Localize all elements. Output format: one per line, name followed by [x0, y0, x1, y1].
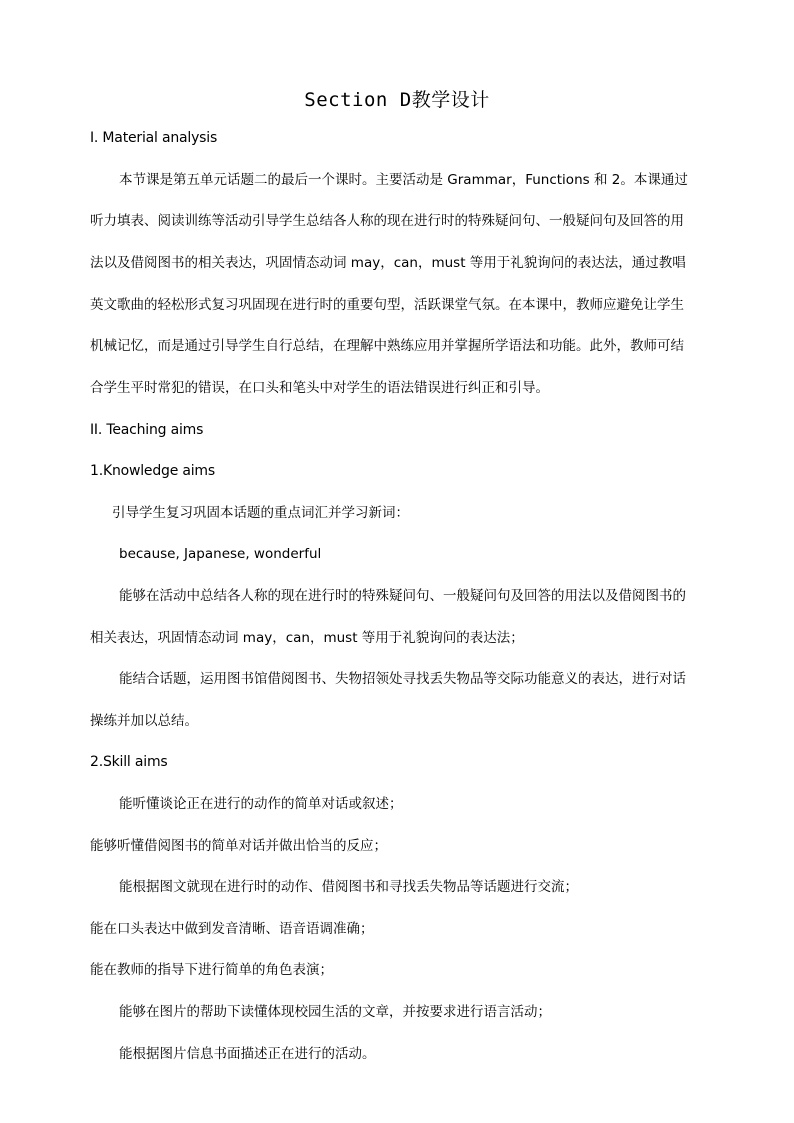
- vocabulary-line: because, Japanese, wonderful: [119, 546, 322, 562]
- paragraph-line: 能听懂谈论正在进行的动作的简单对话或叙述；: [119, 796, 403, 812]
- paragraph-line: 能根据图文就现在进行时的动作、借阅图书和寻找丢失物品等话题进行交流；: [119, 879, 578, 895]
- page-title: Section D教学设计: [304, 89, 490, 111]
- paragraph-line: 合学生平时常犯的错误，在口头和笔头中对学生的语法错误进行纠正和引导。: [90, 380, 549, 396]
- paragraph-line: 相关表达，巩固情态动词 may，can，must 等用于礼貌询问的表达法；: [90, 630, 524, 646]
- paragraph-line: 法以及借阅图书的相关表达，巩固情态动词 may，can，must 等用于礼貌询问的表达法，通过教唱: [90, 255, 686, 271]
- section-heading-material-analysis: I. Material analysis: [90, 130, 218, 146]
- paragraph-line: 能根据图片信息书面描述正在进行的活动。: [119, 1046, 376, 1062]
- paragraph-line: 能够听懂借阅图书的简单对话并做出恰当的反应；: [90, 838, 387, 854]
- paragraph-line: 能在口头表达中做到发音清晰、语音语调准确；: [90, 921, 374, 937]
- paragraph-line: 能结合话题，运用图书馆借阅图书、失物招领处寻找丢失物品等交际功能意义的表达，进行对话: [119, 671, 686, 687]
- subheading-knowledge-aims: 1.Knowledge aims: [90, 463, 215, 479]
- paragraph-line: 引导学生复习巩固本话题的重点词汇并学习新词：: [112, 505, 409, 521]
- paragraph-line: 能够在活动中总结各人称的现在进行时的特殊疑问句、一般疑问句及回答的用法以及借阅图书的: [119, 588, 686, 604]
- paragraph-line: 本节课是第五单元话题二的最后一个课时。主要活动是 Grammar，Functions 和 2。本课通过: [119, 172, 688, 188]
- subheading-skill-aims: 2.Skill aims: [90, 754, 168, 770]
- paragraph-line: 机械记忆，而是通过引导学生自行总结，在理解中熟练应用并掌握所学语法和功能。此外，教师可结: [90, 338, 684, 354]
- paragraph-line: 听力填表、阅读训练等活动引导学生总结各人称的现在进行时的特殊疑问句、一般疑问句及回答的用: [90, 213, 684, 229]
- paragraph-line: 能够在图片的帮助下读懂体现校园生活的文章，并按要求进行语言活动；: [119, 1004, 551, 1020]
- section-heading-teaching-aims: II. Teaching aims: [90, 422, 204, 438]
- paragraph-line: 操练并加以总结。: [90, 713, 198, 729]
- paragraph-line: 英文歌曲的轻松形式复习巩固现在进行时的重要句型，活跃课堂气氛。在本课中，教师应避免让学生: [90, 297, 684, 313]
- paragraph-line: 能在教师的指导下进行简单的角色表演；: [90, 962, 333, 978]
